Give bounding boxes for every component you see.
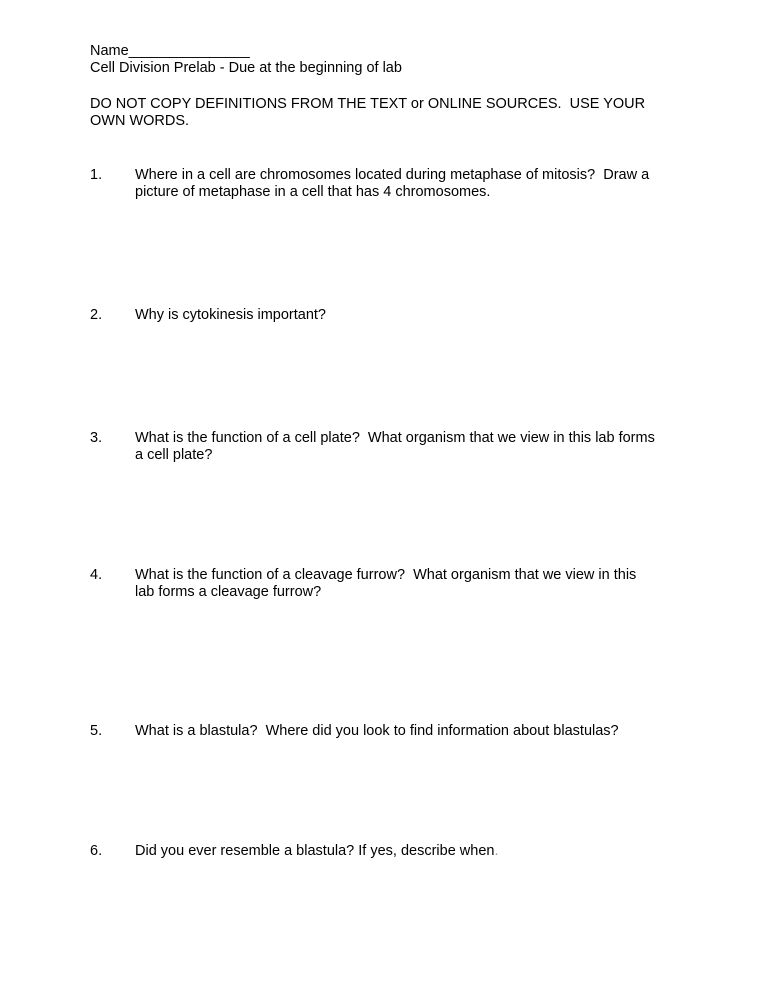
question-text — [135, 567, 690, 601]
question-text — [135, 167, 690, 201]
worksheet-header — [90, 43, 690, 77]
question-number: 3. — [90, 430, 103, 446]
question-number: 4. — [90, 567, 103, 583]
question-text-line-2: picture of metaphase in a cell that has 4 chromosomes. — [135, 184, 491, 200]
question-text-line-1: What is a blastula? Where did you look to find information about blastulas? — [135, 723, 619, 739]
question-text-trailing-period: . — [494, 843, 499, 859]
question-number: 6. — [90, 843, 103, 859]
question-text-line-1: Where in a cell are chromosomes located during metaphase of mitosis? Draw a — [135, 167, 650, 183]
question-text-line-1: Why is cytokinesis important? — [135, 307, 326, 323]
question-number: 5. — [90, 723, 103, 739]
question-text — [135, 843, 690, 860]
question-text-line-1 — [135, 843, 690, 860]
question-number: 2. — [90, 307, 103, 323]
question-text-line-1: What is the function of a cell plate? What organism that we view in this lab forms — [135, 430, 655, 446]
instructions-line-2: OWN WORDS. — [90, 113, 190, 129]
instructions — [90, 96, 680, 130]
question-text — [135, 307, 690, 324]
question-text — [135, 430, 690, 464]
question-text-line-2: lab forms a cleavage furrow? — [135, 584, 322, 600]
worksheet-title: Cell Division Prelab - Due at the beginning of lab — [90, 60, 402, 76]
question-text — [135, 723, 690, 740]
question-text-line-1: What is the function of a cleavage furrow? What organism that we view in this — [135, 567, 637, 583]
question-number: 1. — [90, 167, 103, 183]
question-text-line-2: a cell plate? — [135, 447, 213, 463]
name-line: Name_______________ — [90, 43, 250, 59]
question-text-main: Did you ever resemble a blastula? If yes, describe when — [135, 843, 495, 859]
instructions-line-1: DO NOT COPY DEFINITIONS FROM THE TEXT or ONLINE SOURCES. USE YOUR — [90, 96, 646, 112]
